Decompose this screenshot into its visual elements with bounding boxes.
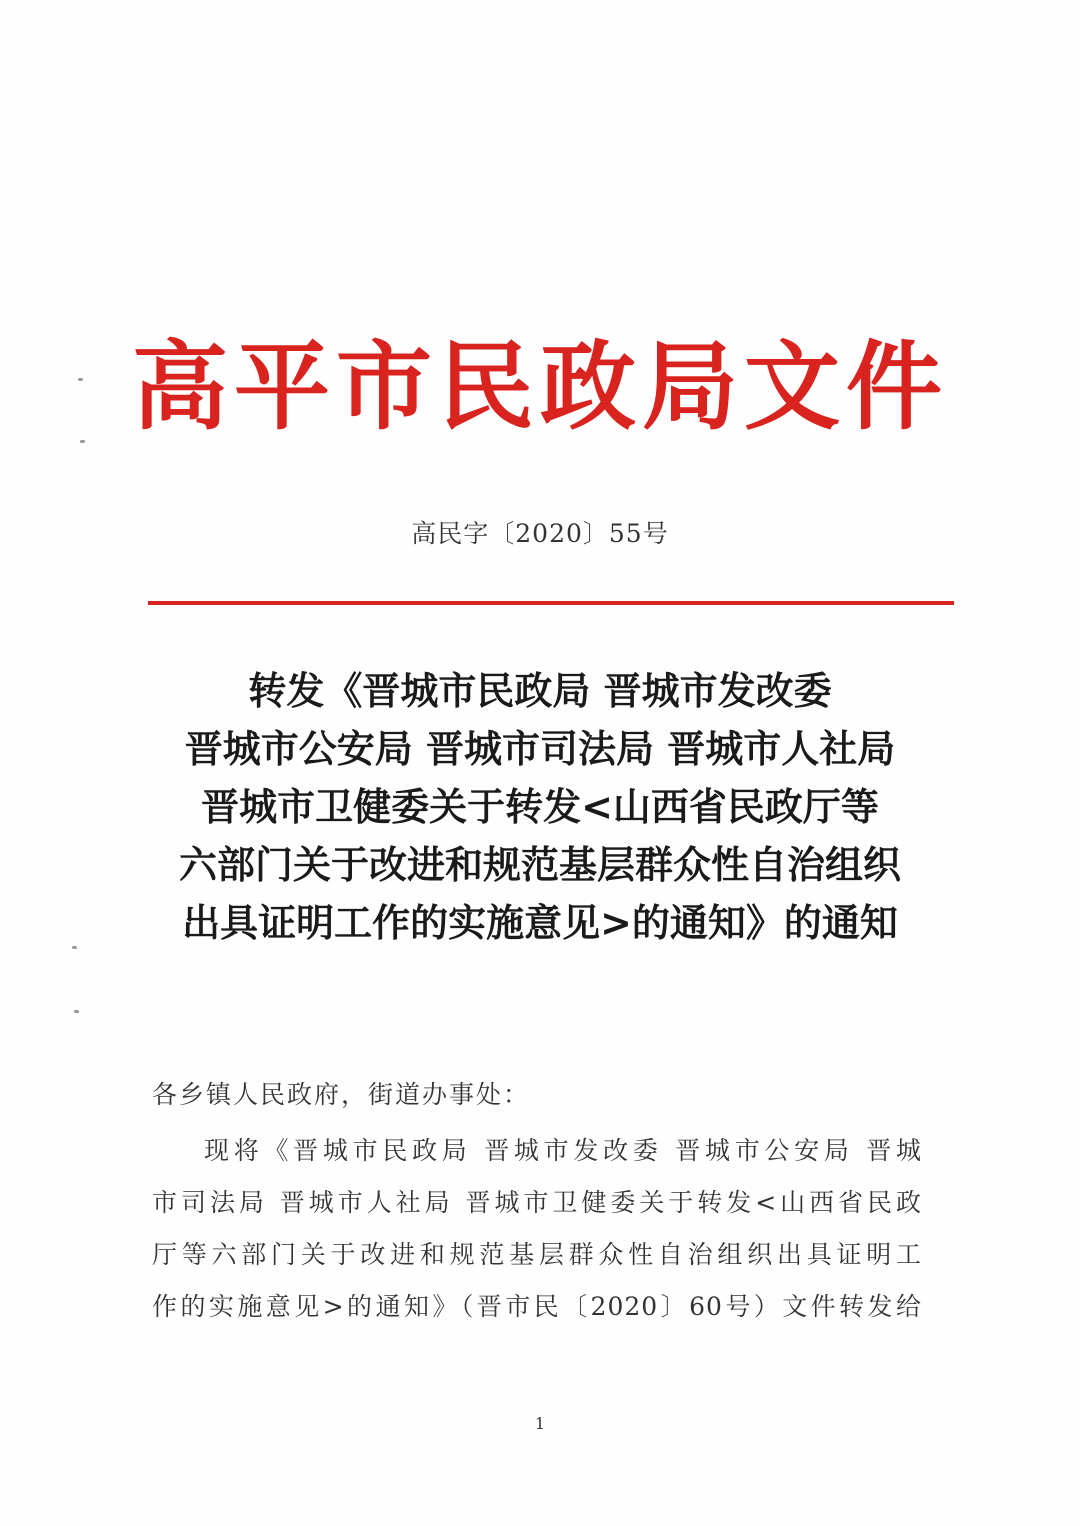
title-line: 晋城市卫健委关于转发<山西省民政厅等 <box>201 785 879 829</box>
salutation: 各乡镇人民政府，街道办事处： <box>152 1080 531 1109</box>
body-line: 作的实施意见>的通知》（晋市民〔2020〕60号）文件转发给 <box>152 1292 922 1321</box>
title-line: 转发《晋城市民政局 晋城市发改委 <box>248 669 832 713</box>
page-number: 1 <box>534 1414 546 1433</box>
red-separator-line <box>148 601 954 605</box>
title-line: 出具证明工作的实施意见>的通知》的通知 <box>182 901 898 945</box>
body-paragraph <box>152 1125 922 1333</box>
body-line: 现将《晋城市民政局 晋城市发改委 晋城市公安局 晋城 <box>204 1136 922 1165</box>
body-line: 市司法局 晋城市人社局 晋城市卫健委关于转发<山西省民政 <box>152 1188 922 1217</box>
document-number: 高民字〔2020〕55号 <box>411 519 669 548</box>
title-line: 晋城市公安局 晋城市司法局 晋城市人社局 <box>184 727 896 771</box>
document-title <box>120 662 960 952</box>
scan-speck <box>72 946 77 949</box>
body-line: 厅等六部门关于改进和规范基层群众性自治组织出具证明工 <box>152 1240 922 1269</box>
masthead-title: 高平市民政局文件 <box>132 330 948 443</box>
scan-speck <box>74 1010 79 1013</box>
title-line: 六部门关于改进和规范基层群众性自治组织 <box>178 843 901 887</box>
